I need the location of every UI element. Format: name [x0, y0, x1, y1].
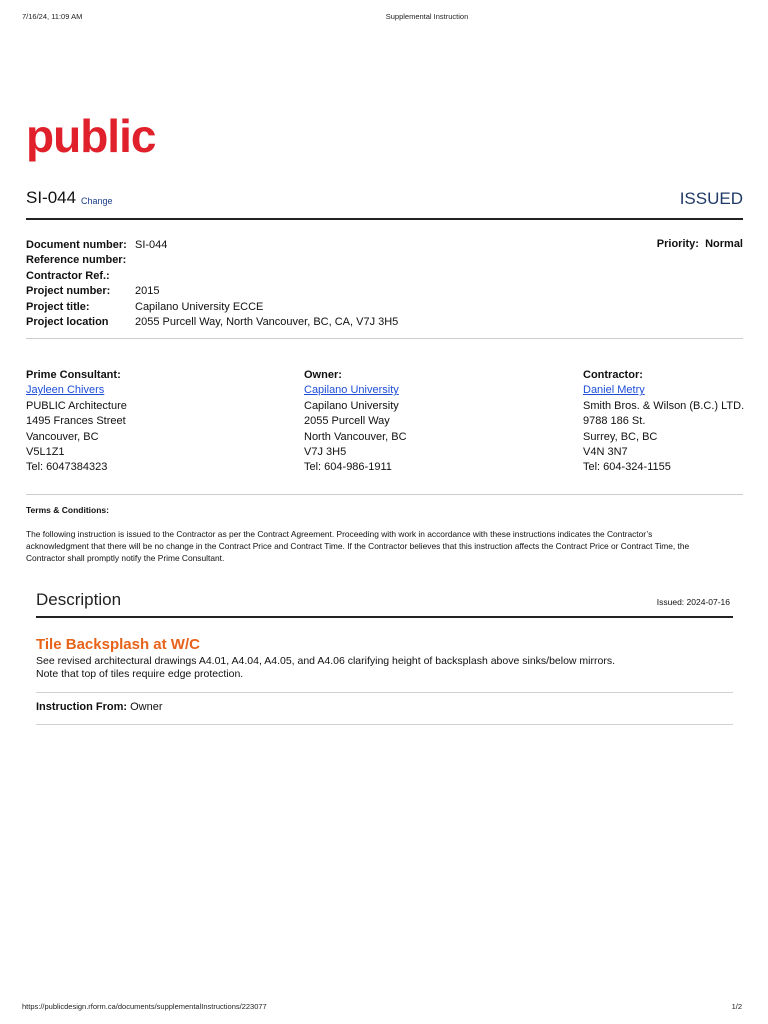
prime-consultant-link[interactable]: Jayleen Chivers	[26, 384, 105, 397]
party-line: PUBLIC Architecture	[26, 399, 127, 412]
info-divider	[26, 338, 743, 339]
instruction-from	[36, 701, 163, 713]
party-line: 1495 Frances Street	[26, 415, 126, 428]
info-value: SI-044	[135, 239, 168, 251]
contractor	[583, 368, 744, 476]
party-line: 9788 186 St.	[583, 415, 646, 428]
terms-line: The following instruction is issued to the Contractor as per the Contract Agreement. Proceeding with work in accordance with these instructions indicates the Contractor’s	[26, 529, 653, 539]
header-divider	[26, 218, 743, 220]
info-label: Project location	[26, 315, 109, 328]
info-label: Document number:	[26, 239, 127, 251]
svg-text:public: public	[26, 114, 156, 162]
priority-value: Normal	[705, 238, 743, 250]
page-number: 1/2	[731, 1002, 742, 1011]
party-line: Surrey, BC, BC	[583, 430, 658, 443]
info-label: Reference number:	[26, 254, 127, 267]
party-line: Capilano University	[304, 399, 399, 412]
terms-line: Contractor shall promptly notify the Prime Consultant.	[26, 553, 225, 563]
item-divider	[36, 692, 733, 693]
party-line: V7J 3H5	[304, 446, 347, 459]
info-value: 2015	[135, 285, 160, 298]
info-row	[26, 253, 743, 268]
party-line: Tel: 604-986-1911	[304, 461, 392, 474]
info-row	[26, 238, 743, 253]
print-date: 7/16/24, 11:09 AM	[22, 12, 83, 21]
info-value: 2055 Purcell Way, North Vancouver, BC, CA, V7J 3H5	[135, 315, 399, 328]
description-divider	[36, 616, 733, 618]
info-label: Contractor Ref.:	[26, 269, 110, 282]
si-code: SI-044	[26, 188, 77, 207]
issued-date: Issued: 2024-07-16	[656, 597, 730, 607]
print-url: https://publicdesign.rform.ca/documents/supplementalInstructions/223077	[22, 1002, 267, 1011]
si-header	[26, 188, 743, 212]
document-info	[26, 238, 743, 330]
info-row	[26, 315, 743, 330]
party-line: Smith Bros. & Wilson (B.C.) LTD.	[583, 399, 745, 412]
party-line: North Vancouver, BC	[304, 430, 407, 443]
item-body-line: See revised architectural drawings A4.01, A4.04, A4.05, and A4.06 clarifying height of backsplash above sinks/below mirrors.	[36, 655, 615, 667]
owner	[304, 368, 407, 476]
party-line: Vancouver, BC	[26, 430, 99, 443]
party-line: Tel: 604-324-1155	[583, 461, 671, 474]
info-value: Capilano University ECCE	[135, 300, 264, 313]
item-title: Tile Backsplash at W/C	[36, 636, 200, 653]
terms-body	[26, 528, 726, 564]
party-heading: Owner:	[304, 369, 342, 381]
info-label: Project number:	[26, 285, 111, 298]
info-label: Project title:	[26, 300, 90, 313]
party-line: Tel: 6047384323	[26, 461, 108, 474]
terms-line: acknowledgment that there will be no change in the Contract Price and Contract Time. If the Contractor believes that this instruction affects the Contract Price or Contract Time, the	[26, 541, 690, 551]
contractor-link[interactable]: Daniel Metry	[583, 384, 645, 397]
instruction-divider	[36, 724, 733, 725]
terms-heading: Terms & Conditions:	[26, 505, 109, 515]
instruction-label: Instruction From:	[36, 701, 128, 713]
public-logo	[26, 114, 161, 175]
parties-divider	[26, 494, 743, 495]
info-row	[26, 284, 743, 299]
change-link[interactable]: Change	[81, 196, 113, 206]
item-body-line: Note that top of tiles require edge protection.	[36, 668, 244, 680]
party-line: V4N 3N7	[583, 446, 628, 459]
info-row	[26, 300, 743, 315]
print-title: Supplemental Instruction	[385, 12, 469, 21]
status-badge: ISSUED	[679, 189, 743, 208]
priority-label: Priority:	[656, 238, 699, 250]
party-line: V5L1Z1	[26, 446, 65, 459]
info-row	[26, 269, 743, 284]
instruction-value: Owner	[130, 701, 163, 713]
item-body	[36, 655, 726, 681]
description-heading: Description	[36, 590, 122, 609]
owner-link[interactable]: Capilano University	[304, 384, 399, 397]
public-logo-mark	[26, 114, 161, 170]
party-heading: Prime Consultant:	[26, 369, 121, 381]
party-heading: Contractor:	[583, 369, 643, 381]
party-line: 2055 Purcell Way	[304, 415, 390, 428]
prime-consultant	[26, 368, 127, 476]
